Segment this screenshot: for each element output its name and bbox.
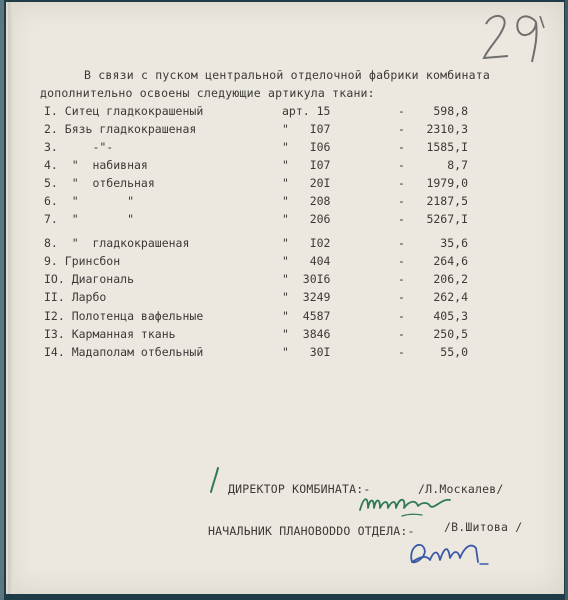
planning-head-title: НАЧАЛЬНИК ПЛАНОВОDDO ОТДЕЛА:- xyxy=(208,524,415,538)
dash: - xyxy=(398,345,405,359)
table-row xyxy=(0,122,560,140)
item-article: " I02 xyxy=(282,236,331,250)
dash: - xyxy=(398,272,405,286)
item-label: 9. Гринсбон xyxy=(44,254,121,268)
director-name: /Л.Москалев/ xyxy=(418,482,504,496)
item-article: " 208 xyxy=(282,194,331,208)
director-signature xyxy=(358,490,458,520)
table-row xyxy=(0,158,560,176)
item-article: " I07 xyxy=(282,122,331,136)
item-article: " 30I6 xyxy=(282,272,331,286)
item-article: " 4587 xyxy=(282,309,331,323)
item-value: 35,6 xyxy=(440,236,468,250)
table-row xyxy=(0,176,560,194)
item-article: " 20I xyxy=(282,176,331,190)
item-article: " 3249 xyxy=(282,290,331,304)
green-tick-mark xyxy=(208,466,222,494)
table-row xyxy=(0,309,560,327)
item-label: I. Ситец гладкокрашеный xyxy=(44,104,204,118)
item-value: 264,6 xyxy=(433,254,468,268)
dash: - xyxy=(398,176,405,190)
table-row xyxy=(0,194,560,212)
dash: - xyxy=(398,194,405,208)
item-value: 1585,I xyxy=(426,140,468,154)
item-article: " 404 xyxy=(282,254,331,268)
item-label: 5. " отбельная xyxy=(44,176,155,190)
dash: - xyxy=(398,122,405,136)
item-value: 2187,5 xyxy=(426,194,468,208)
dash: - xyxy=(398,158,405,172)
table-row xyxy=(0,327,560,345)
dash: - xyxy=(398,254,405,268)
table-row xyxy=(0,290,560,308)
item-label: II. Ларбо xyxy=(44,290,107,304)
item-article: " 3846 xyxy=(282,327,331,341)
article-header: арт. 15 xyxy=(282,104,331,118)
item-label: I2. Полотенца вафельные xyxy=(44,309,204,323)
item-label: IO. Диагональ xyxy=(44,272,135,286)
table-row xyxy=(0,104,560,122)
dash: - xyxy=(398,309,405,323)
item-value: 206,2 xyxy=(433,272,468,286)
dash: - xyxy=(398,140,405,154)
table-row xyxy=(0,272,560,290)
page-number-handwritten xyxy=(478,8,548,64)
item-article: " 206 xyxy=(282,212,331,226)
item-article: " I06 xyxy=(282,140,331,154)
item-value: 262,4 xyxy=(433,290,468,304)
table-row xyxy=(0,345,560,363)
item-label: 4. " набивная xyxy=(44,158,148,172)
table-row xyxy=(0,236,560,254)
item-label: I3. Карманная ткань xyxy=(44,327,176,341)
item-value: 8,7 xyxy=(447,158,468,172)
dash: - xyxy=(398,290,405,304)
item-value: 250,5 xyxy=(433,327,468,341)
item-article: " 30I xyxy=(282,345,331,359)
item-label: 7. " " xyxy=(44,212,135,226)
item-value: 5267,I xyxy=(426,212,468,226)
table-row xyxy=(0,254,560,272)
item-label: 2. Бязь гладкокрашеная xyxy=(44,122,197,136)
item-value: 405,3 xyxy=(433,309,468,323)
item-value: 1979,0 xyxy=(426,176,468,190)
dash: - xyxy=(398,212,405,226)
director-title: ДИРЕКТОР КОМБИНАТА:- xyxy=(228,482,371,496)
planning-head-signature xyxy=(406,538,492,572)
table-row xyxy=(0,212,560,230)
planning-head-name: /В.Шитова / xyxy=(444,520,523,534)
item-label: 6. " " xyxy=(44,194,135,208)
dash: - xyxy=(398,236,405,250)
dash: - xyxy=(398,327,405,341)
item-value: 2310,3 xyxy=(426,122,468,136)
item-label: 3. -"- xyxy=(44,140,114,154)
item-label: 8. " гладкокрашеная xyxy=(44,236,190,250)
table-row xyxy=(0,140,560,158)
item-label: I4. Мадаполам отбельный xyxy=(44,345,204,359)
intro-line-2: дополнительно освоены следующие артикула ткани: xyxy=(40,86,375,100)
item-value: 55,0 xyxy=(440,345,468,359)
item-value: 598,8 xyxy=(433,104,468,118)
dash: - xyxy=(398,104,405,118)
intro-line-1: В связи с пуском центральной отделочной фабрики комбината xyxy=(84,68,491,82)
item-article: " I07 xyxy=(282,158,331,172)
